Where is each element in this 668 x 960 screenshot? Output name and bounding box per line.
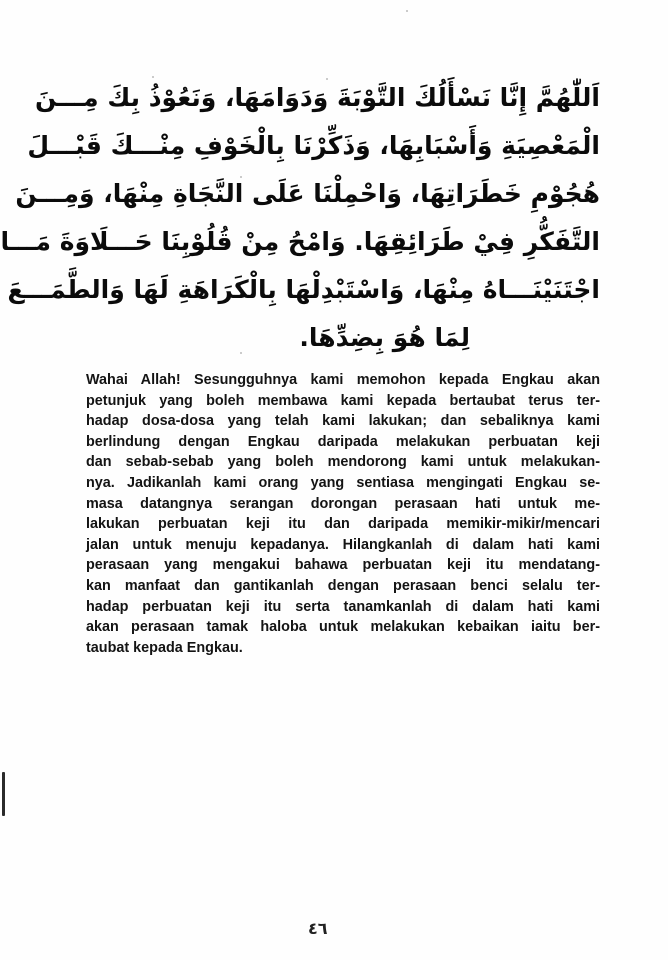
page-number: ٤٦ <box>308 919 328 938</box>
scan-edge-mark <box>2 772 5 816</box>
translation-line: perasaan yang mengakui bahawa perbuatan keji itu mendatang- <box>86 557 600 574</box>
scan-speck <box>406 10 408 12</box>
scan-speck <box>152 76 154 78</box>
arabic-line: اَللّٰهُمَّ إِنَّا نَسْأَلُكَ التَّوْبَةَ وَدَوَامَهَا، وَنَعُوْذُ بِكَ مِـــنَ <box>35 83 600 112</box>
translation-line: nya. Jadikanlah kami orang yang sentiasa mengingati Engkau se- <box>86 474 600 491</box>
malay-translation-text <box>86 370 600 658</box>
translation-line: petunjuk yang boleh membawa kami kepada bertaubat terus ter- <box>86 392 600 409</box>
scan-speck <box>326 78 328 80</box>
scan-speck <box>240 176 242 178</box>
translation-line: jalan untuk menuju kepadanya. Hilangkanlah di dalam hati kami <box>86 536 600 553</box>
translation-line: hadap perbuatan keji itu serta tanamkanlah di dalam hati kami <box>86 598 600 615</box>
translation-line: dan sebab-sebab yang boleh mendorong kami untuk melakukan- <box>86 454 600 471</box>
translation-line: hadap dosa-dosa yang telah kami lakukan; dan sebaliknya kami <box>86 413 600 430</box>
translation-line: berlindung dengan Engkau daripada melakukan perbuatan keji <box>86 433 600 450</box>
arabic-line: اجْتَنَيْنَـــاهُ مِنْهَا، وَاسْتَبْدِلْهَا بِالْكَرَاهَةِ لَهَا وَالطَّمَـــعَ <box>7 275 600 304</box>
translation-line: akan perasaan tamak haloba untuk melakukan kebaikan iaitu ber- <box>86 619 600 636</box>
scan-speck <box>240 352 242 354</box>
translation-line: masa datangnya serangan dorongan perasaan hati untuk me- <box>86 495 600 512</box>
arabic-line: لِمَا هُوَ بِضِدِّهَا. <box>299 323 470 352</box>
translation-line: kan manfaat dan gantikanlah dengan perasaan benci selalu ter- <box>86 577 600 594</box>
arabic-prayer-text <box>0 74 600 362</box>
translation-line: taubat kepada Engkau. <box>86 639 243 656</box>
translation-line: lakukan perbuatan keji itu dan daripada memikir-mikir/mencari <box>86 516 600 533</box>
arabic-line: هُجُوْمِ خَطَرَاتِهَا، وَاحْمِلْنَا عَلَى النَّجَاةِ مِنْهَا، وَمِـــنَ <box>15 179 600 208</box>
translation-line: Wahai Allah! Sesungguhnya kami memohon kepada Engkau akan <box>86 372 600 388</box>
arabic-line: التَّفَكُّرِ فِيْ طَرَائِقِهَا. وَامْحُ مِنْ قُلُوْبِنَا حَـــلَاوَةَ مَـــا <box>0 227 600 256</box>
arabic-line: الْمَعْصِيَةِ وَأَسْبَابِهَا، وَذَكِّرْنَا بِالْخَوْفِ مِنْـــكَ قَبْـــلَ <box>27 131 600 160</box>
